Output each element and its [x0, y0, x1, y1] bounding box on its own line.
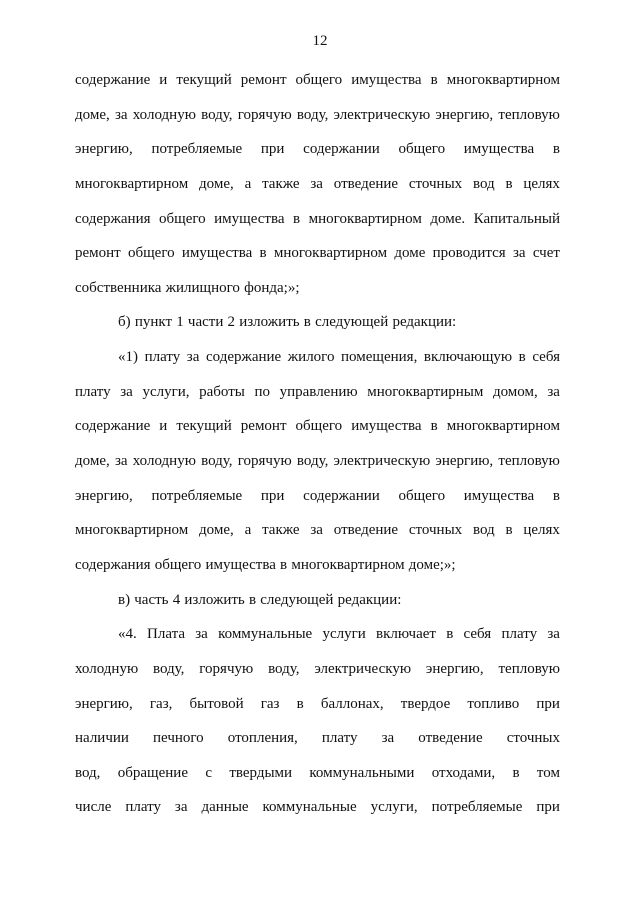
word: отходами, [431, 764, 496, 781]
word: электрическую [314, 660, 412, 677]
word: имущества [463, 141, 535, 158]
word: многоквартирном [446, 418, 560, 435]
word: счет [532, 245, 560, 262]
word: по [254, 383, 271, 400]
text-line [75, 796, 560, 831]
word: при [260, 141, 285, 158]
text-line [75, 311, 560, 346]
word: домом, [492, 383, 538, 400]
word: жилищного [165, 279, 240, 296]
word: также [262, 175, 300, 192]
word: доме, [199, 175, 234, 192]
word: также [262, 522, 300, 539]
word: коммунальные [262, 799, 357, 816]
word: «1) [118, 349, 138, 366]
text-line [75, 242, 560, 277]
text-line [75, 69, 560, 104]
text-line [75, 104, 560, 139]
word: твердое [400, 695, 451, 712]
word: содержание [205, 349, 282, 366]
word: целях [523, 522, 560, 539]
word: многоквартирном [75, 522, 189, 539]
word: плату [75, 383, 111, 400]
text-line [75, 381, 560, 416]
text-line [75, 346, 560, 381]
word: изложить [239, 314, 300, 331]
text-line [75, 762, 560, 797]
word: услуги [322, 626, 366, 643]
word: энергию, [75, 141, 133, 158]
word: и [159, 72, 168, 88]
text-line [75, 623, 560, 658]
text-line [75, 173, 560, 208]
word: работы [199, 383, 245, 400]
word: многоквартирном [273, 245, 388, 262]
word: горячую [237, 106, 292, 123]
word: услуги, [370, 799, 418, 816]
word: включает [376, 626, 436, 643]
word: при [260, 487, 285, 504]
word: общего [159, 210, 206, 227]
word: за [114, 453, 128, 470]
word: ремонт [240, 418, 287, 435]
word: часть [134, 591, 169, 608]
word: сточных [408, 522, 463, 539]
word: в [259, 245, 267, 262]
word: в [552, 487, 560, 504]
word: редакции: [337, 591, 402, 608]
word: за [547, 626, 560, 643]
word: вод [472, 175, 495, 192]
word: энергию, [435, 106, 494, 123]
word: воду, [201, 106, 233, 123]
word: энергию, [75, 487, 133, 504]
word: включающую [423, 349, 513, 366]
word: многоквартирном [308, 210, 422, 227]
word: многоквартирным [367, 383, 484, 400]
word: имущества [351, 72, 422, 88]
word: в [505, 522, 513, 539]
word: отопления, [227, 730, 298, 747]
word: доме, [75, 106, 110, 123]
word: содержание [75, 72, 151, 88]
word: сточных [506, 730, 560, 747]
word: в [552, 141, 560, 158]
word: общего [295, 72, 343, 88]
word: имущества [351, 418, 422, 435]
word: текущий [176, 418, 232, 435]
word: за [114, 106, 128, 123]
word: ремонт [240, 72, 287, 88]
word: том [536, 764, 560, 781]
word: следующей [260, 591, 334, 608]
word: обращение [117, 764, 188, 781]
word: холодную [75, 660, 139, 677]
word: управлению [279, 383, 358, 400]
word: холодную [132, 106, 196, 123]
word: общего [295, 418, 343, 435]
word: электрическую [333, 453, 431, 470]
text-line [75, 415, 560, 450]
text-line [75, 450, 560, 485]
word: горячую [237, 453, 292, 470]
word: тепловую [498, 660, 560, 677]
word: воду, [296, 453, 329, 470]
word: энергию, [435, 453, 494, 470]
text-line [75, 138, 560, 173]
word: общего [128, 245, 175, 262]
word: за [547, 383, 560, 400]
word: плату [144, 349, 181, 366]
word: потребляемые [431, 799, 523, 816]
word: общего [154, 556, 202, 573]
word: целях [523, 175, 560, 192]
word: за [174, 799, 188, 816]
word: содержании [303, 487, 380, 504]
word: многоквартирном [446, 72, 560, 88]
word: воду, [296, 106, 329, 123]
word: печного [153, 730, 204, 747]
word: ремонт [75, 245, 121, 262]
word: с [205, 764, 212, 781]
word: доме, [199, 522, 234, 539]
text-line [75, 727, 560, 762]
word: общего [398, 141, 446, 158]
word: 2 [227, 314, 236, 331]
text-line [75, 658, 560, 693]
word: плату [125, 799, 161, 816]
word: доме, [75, 453, 110, 470]
word: проводится [432, 245, 506, 262]
word: изложить [184, 591, 245, 608]
text-line [75, 485, 560, 520]
word: в [280, 556, 288, 573]
text-line [75, 277, 560, 312]
text-line [75, 693, 560, 728]
word: твердыми [229, 764, 293, 781]
word: потребляемые [151, 141, 243, 158]
word: горячую [199, 660, 254, 677]
word: энергию, [425, 660, 484, 677]
word: за [310, 175, 323, 192]
word: за [310, 522, 323, 539]
word: за [381, 730, 395, 747]
word: Капитальный [473, 210, 560, 227]
word: воду, [153, 660, 185, 677]
word: в [505, 175, 513, 192]
word: и [159, 418, 168, 435]
word: коммунальными [309, 764, 415, 781]
word: помещения, [341, 349, 418, 366]
word: тепловую [498, 106, 560, 123]
word: в [446, 626, 454, 643]
word: многоквартирном [291, 556, 405, 573]
word: при [536, 695, 560, 712]
word: содержания [75, 210, 151, 227]
word: а [244, 175, 252, 192]
word: а [244, 522, 252, 539]
word: за [512, 245, 526, 262]
word: содержания [75, 556, 151, 573]
word: отведение [333, 522, 399, 539]
word: доме;»; [408, 556, 456, 573]
word: жилого [287, 349, 335, 366]
word: доме [394, 245, 426, 262]
word: собственника [75, 279, 162, 296]
word: холодную [132, 453, 196, 470]
word: бытовой [189, 695, 244, 712]
word: 1 [176, 314, 184, 331]
word: данные [201, 799, 249, 816]
word: имущества [214, 210, 285, 227]
word: в [293, 210, 301, 227]
word: Плата [147, 626, 185, 643]
word: имущества [181, 245, 253, 262]
word: за [186, 349, 200, 366]
word: энергию, [75, 695, 133, 712]
word: б) [118, 314, 131, 331]
word: услуги, [142, 383, 190, 400]
word: плату [501, 626, 538, 643]
word: в [512, 764, 520, 781]
word: 4 [172, 591, 181, 608]
word: отведение [333, 175, 399, 192]
word: числе [75, 799, 112, 816]
text-line [75, 589, 560, 624]
word: плату [321, 730, 358, 747]
word: баллонах, [320, 695, 384, 712]
word: себя [463, 626, 492, 643]
word: вод, [75, 764, 101, 781]
word: воду, [268, 660, 300, 677]
word: воду, [201, 453, 233, 470]
word: при [536, 799, 560, 816]
word: имущества [205, 556, 276, 573]
word: сточных [408, 175, 463, 192]
word: следующей [315, 314, 389, 331]
word: вод [472, 522, 495, 539]
word: наличии [75, 730, 129, 747]
word: общего [398, 487, 446, 504]
word: в [518, 349, 526, 366]
word: в [430, 418, 438, 435]
text-line [75, 519, 560, 554]
text-line [75, 554, 560, 589]
word: топливо [467, 695, 520, 712]
word: за [120, 383, 133, 400]
word: электрическую [333, 106, 431, 123]
word: коммунальные [218, 626, 313, 643]
word: в [430, 72, 438, 88]
word: многоквартирном [75, 175, 189, 192]
word: доме. [430, 210, 466, 227]
word: пункт [134, 314, 173, 331]
word: газ [260, 695, 280, 712]
word: за [195, 626, 208, 643]
word: потребляемые [151, 487, 243, 504]
word: себя [532, 349, 560, 366]
word: газ, [149, 695, 173, 712]
word: редакции: [392, 314, 457, 331]
word: части [187, 314, 224, 331]
word: фонда;»; [244, 279, 300, 296]
word: текущий [176, 72, 232, 88]
word: имущества [463, 487, 535, 504]
page-number: 12 [312, 33, 328, 49]
text-line [75, 208, 560, 243]
word: в) [118, 591, 131, 608]
word: «4. [118, 626, 137, 643]
word: в [303, 314, 311, 331]
word: в [248, 591, 257, 608]
document-body [75, 69, 560, 831]
word: содержание [75, 418, 151, 435]
word: отведение [418, 730, 483, 747]
word: в [296, 695, 304, 712]
word: тепловую [498, 453, 560, 470]
word: содержании [303, 141, 380, 158]
